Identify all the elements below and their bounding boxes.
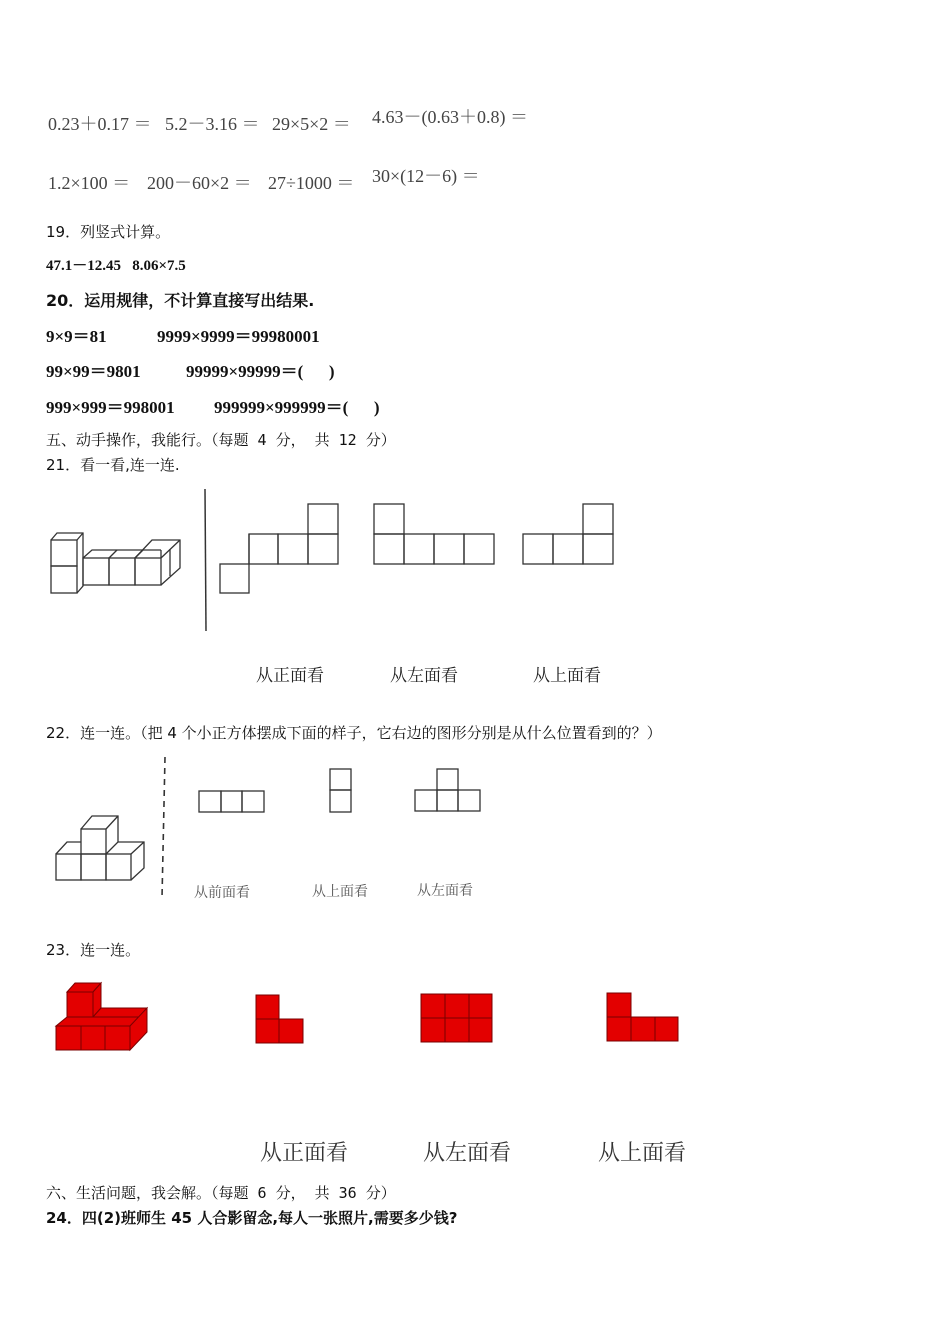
calc-item: 1.2×100 ＝ bbox=[48, 173, 131, 193]
q21-label-front: 从正面看 bbox=[256, 666, 324, 686]
q23-label-top: 从上面看 bbox=[598, 1141, 687, 1166]
section-5-heading: 五、动手操作，我能行。（每题 4 分， 共 12 分） bbox=[46, 431, 396, 449]
question-24-title: 24．四(2)班师生 45 人合影留念,每人一张照片,需要多少钱? bbox=[46, 1209, 458, 1227]
q21-label-left: 从左面看 bbox=[390, 666, 458, 686]
question-19-title: 19．列竖式计算。 bbox=[46, 223, 171, 241]
question-19-items: 47.1－12.45 8.06×7.5 bbox=[46, 258, 186, 274]
q23-label-left: 从左面看 bbox=[423, 1141, 512, 1166]
calc-item: 30×(12－6) ＝ bbox=[372, 166, 480, 186]
calc-item: 29×5×2 ＝ bbox=[272, 114, 351, 134]
pattern-left: 9×9＝81 bbox=[46, 327, 107, 346]
pattern-left: 999×999＝998001 bbox=[46, 398, 175, 417]
section-6-heading: 六、生活问题，我会解。（每题 6 分， 共 36 分） bbox=[46, 1184, 396, 1202]
question-23-title: 23．连一连。 bbox=[46, 941, 141, 959]
calc-item: 4.63－(0.63＋0.8) ＝ bbox=[372, 107, 528, 127]
calc-item: 200－60×2 ＝ bbox=[147, 173, 252, 193]
question-20-title: 20．运用规律，不计算直接写出结果. bbox=[46, 291, 315, 310]
q22-label-front: 从前面看 bbox=[194, 885, 250, 901]
calc-item: 27÷1000 ＝ bbox=[268, 173, 355, 193]
pattern-right: 999999×999999＝( ) bbox=[214, 398, 380, 417]
question-21-title: 21．看一看,连一连. bbox=[46, 456, 180, 474]
pattern-right: 99999×99999＝( ) bbox=[186, 362, 335, 381]
q21-label-top: 从上面看 bbox=[533, 666, 601, 686]
pattern-left: 99×99＝9801 bbox=[46, 362, 141, 381]
calc-item: 5.2－3.16 ＝ bbox=[165, 114, 260, 134]
q23-label-front: 从正面看 bbox=[260, 1141, 349, 1166]
question-22-title: 22．连一连。（把 4 个小正方体摆成下面的样子，它右边的图形分别是从什么位置看到的？） bbox=[46, 724, 662, 742]
q22-label-left: 从左面看 bbox=[417, 883, 473, 899]
q22-label-top: 从上面看 bbox=[312, 884, 368, 900]
calc-item: 0.23＋0.17 ＝ bbox=[48, 114, 152, 134]
pattern-right: 9999×9999＝99980001 bbox=[157, 327, 320, 346]
